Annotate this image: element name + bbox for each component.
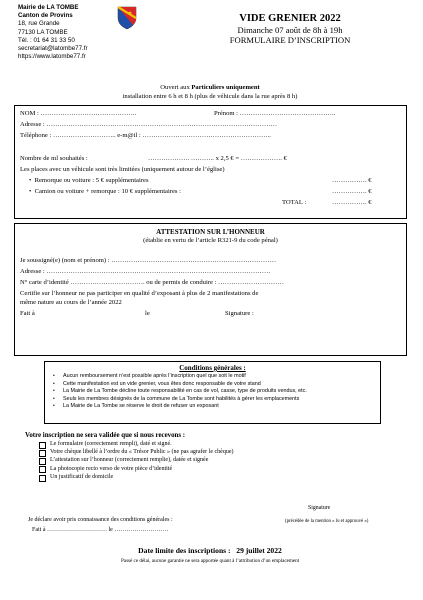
final-fait-field[interactable]: Fait à ………………………… le ……………………… [32,527,169,533]
conditions-list [45,373,380,411]
bullet-icon: • [53,380,55,387]
attestation-address-field[interactable]: Adresse : ………………………………………………………………………………………… [20,268,271,275]
checklist-text: Votre chèque libellé à l’ordre du « Trésor Public » (ne pas agrafer le chèque) [50,449,234,456]
le-label[interactable]: le [145,310,150,317]
deadline-date: 29 juillet 2022 [236,546,282,555]
conditions-box [44,361,381,424]
deadline-label: Date limite des inscriptions : [138,546,231,555]
checkbox[interactable] [39,475,46,482]
ml-calculation-field[interactable]: ………………. ……….. x 2,5 € = ………………. € [148,155,287,162]
final-signature-label[interactable]: Signature [308,505,331,511]
website-url: https://www.latombe77.fr [18,53,86,61]
list-item [45,388,380,396]
checklist-text: La photocopie recto verso de votre pièce d’identité [50,465,173,472]
condition-text: Cette manifestation est un vide grenier, vous êtes donc responsable de votre stand [63,380,261,387]
checklist-item[interactable] [20,473,410,481]
name-row [20,110,401,118]
canton-name: Canton de Provins [18,12,73,20]
fait-a-label[interactable]: Fait à [20,310,35,317]
option2-amount-field[interactable]: ……………. € [332,188,372,195]
bullet-icon: • [29,188,32,195]
deadline-note: Passé ce délai, aucune garantie ne sera apportée quant à l’attribution d’un emplacement [120,558,300,564]
validation-section [20,431,410,481]
declaration-text: Je déclare avoir pris connaissance des conditions générales : [28,517,173,523]
list-item [45,403,380,411]
option1-row [29,177,401,185]
checklist-text: Un justificatif de domicile [50,473,114,480]
total-amount-field[interactable]: ……………. € [332,199,372,206]
condition-text: La Mairie de La Tombe décline toute responsabilité en cas de vol, casse, type de produits vendus, etc. [63,388,307,395]
ml-label: Nombre de ml souhaités : [20,155,88,162]
condition-text: Seuls les membres désignés de la commune de La Tombe sont habilités à gérer les emplacements [63,395,300,402]
town-crest-logo [117,6,137,30]
prenom-field[interactable]: Prénom : …………………………………….. [214,110,336,117]
form-title: FORMULAIRE D’INSCRIPTION [229,35,351,45]
checklist-text: Le formulaire (correctement rempli), daté et signé. [50,441,172,447]
certification-line1: Certifie sur l’honneur ne pas participer en qualité d’exposant à plus de 2 manifestations de [20,290,259,297]
address-line2: 77130 LA TOMBE [18,28,68,36]
option1-label: Remorque ou voiture : 5 € supplémentaires [34,177,149,184]
vehicles-note: Les places avec un véhicule sont très limitées (uniquement autour de l’église) [20,166,225,173]
event-header [190,13,390,46]
event-date: Dimanche 07 août de 8h à 19h [237,25,343,35]
ml-row [20,155,401,163]
attestation-fait-row [20,310,401,318]
intro-line1 [40,83,380,92]
option2-label: Camion ou voiture + remorque : 10 € supplémentaires : [34,188,181,195]
option1-amount-field[interactable]: ……………. € [332,177,372,184]
option2-row [29,188,401,196]
checklist-item[interactable] [20,440,410,448]
intro-text [40,83,380,101]
bullet-icon: • [29,177,32,184]
attestation-box [14,223,407,356]
attestation-title: ATTESTATION SUR L’HONNEUR [156,228,265,236]
intro-prefix: Ouvert aux [160,84,192,91]
nom-field[interactable]: NOM : …………………………………….. [20,110,137,117]
checklist-item[interactable] [20,448,410,456]
bullet-icon: • [53,388,55,395]
soussigne-field[interactable]: Je soussigné(e) (nom et prénom) : ………………………………………………………………… [20,257,277,264]
signature-note: (précédée de la mention « lu et approuvé ») [285,519,369,524]
certification-line2: même nature au cours de l’année 2022 [20,299,122,306]
email-address: secretariat@latombe77.fr [18,45,88,53]
list-item [45,396,380,404]
deadline [60,546,360,555]
attestation-subtitle: (établie en vertu de l’article R321-9 du code pénal) [143,237,278,244]
conditions-title: Conditions générales : [179,364,246,372]
validation-title: Votre inscription ne sera validée que si nous recevons : [25,432,186,439]
event-title: VIDE GRENIER 2022 [239,13,341,24]
intro-bold: Particuliers uniquement [191,84,260,91]
list-item [45,373,380,381]
condition-text: La Mairie de La Tombe se réserve le droit de refuser un exposant [63,403,219,410]
total-label: TOTAL : [282,199,307,206]
mairie-contact-block [18,4,128,61]
id-card-field[interactable]: N° carte d’identité ……………………………. ou de permis de conduire : ………………………… [20,279,284,286]
checklist-text: L’attestation sur l’honneur (correctement remplie), datée et signée [50,457,209,464]
checklist-item[interactable] [20,465,410,473]
signature-label[interactable]: Signature : [225,310,254,317]
bullet-icon: • [53,395,55,402]
intro-line2: installation entre 6 h et 8 h (plus de véhicule dans la rue après 8 h) [122,93,298,100]
list-item [45,381,380,389]
registration-form-box [14,105,407,219]
address-line1: 18, rue Grande [18,20,60,28]
phone-number: Tél. : 01 64 31 33 50 [18,36,75,44]
condition-text: Aucun remboursement n’est possible après l’inscription quel que soit le motif [63,373,246,379]
telephone-email-field[interactable]: Téléphone : ……………………….. e-m@il : ………………………………………………….. [20,132,271,139]
mairie-name: Mairie de LA TOMBE [18,4,79,11]
adresse-field[interactable]: Adresse : …………………………………………………………………………………………… [20,121,278,128]
checklist-item[interactable] [20,456,410,464]
bullet-icon: • [53,403,55,410]
bullet-icon: • [53,373,55,379]
